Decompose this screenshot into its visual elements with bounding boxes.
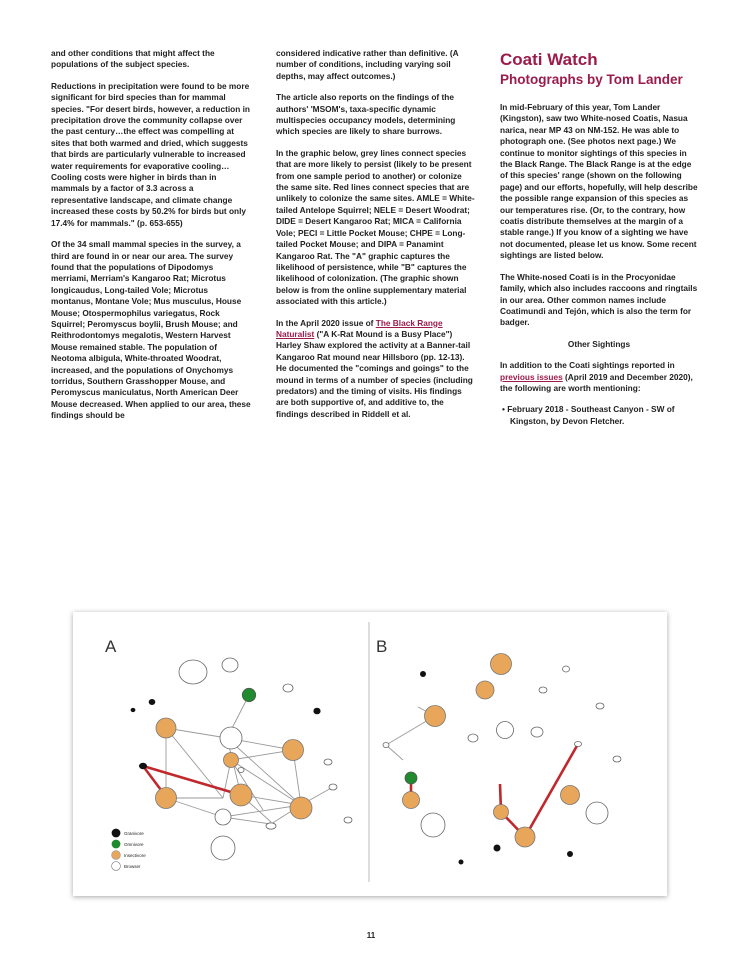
node-b-sigh: [531, 727, 543, 737]
col2-p4-post: ("A K-Rat Mound is a Busy Place") Harley Shaw explored the activity at a Banner-tail Kangaroo Rat mound near Hillsboro (pp. 12-13). He documented the "comings and goings" to the mound in terms of a number of species (including predators) and the timing of visits. His findings are both supportive of, and additive to, the findings described in Riddell et al.: [276, 328, 473, 419]
page-number: 11: [366, 931, 376, 940]
black-range-naturalist-link[interactable]: The Black Range Naturalist: [276, 317, 443, 339]
legend-omnivore-swatch: [112, 840, 121, 849]
node-a-sigh: [215, 809, 231, 825]
node-a-pefe: [222, 658, 238, 672]
node-a-spte: [329, 784, 337, 790]
node-b-peci: [596, 703, 604, 709]
node-a-peme: [224, 753, 239, 768]
node-a-amle: [266, 823, 276, 829]
legend: [112, 829, 147, 871]
other-sightings-heading: Other Sightings: [567, 338, 631, 349]
col1-paragraph-3: Of the 34 small mammal species in the survey, a third are found in or near our area. The survey found that the populations of Dipodomys merriami, Merriam's Kangaroo Rat; Microtus longicaudus, Long-tailed Vole; Microtus montanus, Montane Vole; Mus musculus, House Mouse; Otospermophilus variegatus, Rock Squirrel; Peromyscus boylii, Brush Mouse; and Reithrodontomys megalotis, Western Harvest Mouse remained stable. The population of Neotoma albigula, White-throated Woodrat, increased, and the populations of Onychomys torridus, Southern Grasshopper Mouse, and Peromyscus maniculatus, North American Deer Mouse decreased. When applied to our area, these findings should be: [51, 239, 251, 421]
node-a-pere: [230, 784, 252, 806]
node-b-ammo: [405, 772, 417, 784]
col3-paragraph-2: The White-nosed Coati is in the Procyonidae family, which also includes raccoons and ringtails in our area. Other common names include Coatimundi and Tejón, which is also the term for badger.: [500, 271, 698, 328]
col3-p3-post: (April 2019 and December 2020), the following are worth mentioning:: [500, 371, 693, 393]
legend-browser-label: Browser: [124, 864, 141, 869]
node-a-dide: [283, 684, 293, 692]
text-column-middle: [276, 48, 476, 430]
node-b-perh: [459, 860, 464, 865]
node-b-spte: [613, 756, 621, 762]
previous-issues-link[interactable]: previous issues: [500, 371, 563, 382]
col2-paragraph-3: In the graphic below, grey lines connect species that are more likely to persist (likely to be present from one sample period to another) or colonize the same site. Red lines connect species that are unlikely to colonize the same sites. AMLE = White-tailed Antelope Squirrel; NELE = Desert Woodrat; DIDE = Desert Kangaroo Rat; MICA = California Vole; PECI = Little Pocket Mouse; CHPE = Long-tailed Pocket Mouse; and DIPA = Panamint Kangaroo Rat. The "A" graphic captures the likelihood of persistence, while "B" captures the likelihood of colonization. (The graphic shown below is from the online supplementary material associated with this article.): [276, 147, 475, 307]
node-a-onto-2: [283, 740, 304, 761]
node-a-dipa: [313, 708, 320, 715]
panel-b-label: B: [376, 637, 388, 656]
sighting-bullet: • February 2018 - Southeast Canyon - SW of Kingston, by Devon Fletcher.: [502, 404, 675, 426]
node-b-dame: [494, 845, 501, 852]
node-a-dame: [139, 763, 147, 769]
node-b-tata: [563, 666, 570, 672]
node-b-chpe: [403, 792, 420, 809]
node-a-perh: [131, 708, 136, 712]
node-b-pemc: [491, 654, 512, 675]
col1-paragraph-2: Reductions in precipitation were found to be more significant for bird species than for mammal species. "For desert birds, however, a reduction in precipitation drove the community collapse over the past century…the effect was compelling at sites that both warmed and dried, which suggests that birds are particularly vulnerable to increased water requirements for evaporative cooling… Cooling costs were higher in birds than in mammals by a factor of 3.3 across a representative landscape, and climate change increased these costs by 50.2% for birds but only 17.4% for mammals." (p. 653-655): [51, 80, 250, 228]
col3-paragraph-1: In mid-February of this year, Tom Lander (Kingston), saw two White-nosed Coatis, Nasua narica, near MP 43 on NM-152. He was able to photograph one. (See photos next page.) We continue to monitor sightings of this species in the Black Range. The Black Range is at the edge of this species' range (shown on the following page) and our efforts, hopefully, will help describe the possible range expansion of this species as our temperatures rise. (Or, to the contrary, how coatis distribute themselves at the margin of a stable range.) If you know of a sighting we have not documented, please let us know. Some recent sightings are listed below.: [500, 102, 698, 261]
node-b-didp: [567, 851, 573, 857]
node-a-pemc: [156, 718, 176, 738]
node-a-ammo: [242, 688, 255, 701]
col1-paragraph-1: and other conditions that might affect the populations of the subject species.: [51, 48, 215, 70]
node-b-reme: [383, 743, 389, 748]
species-network-figure: [73, 612, 667, 896]
node-b-dide: [539, 687, 547, 693]
node-a-tata: [324, 759, 332, 765]
article-subtitle: Photographs by Tom Lander: [500, 72, 683, 87]
panel-b-nodes: [383, 654, 621, 865]
node-a-mica: [211, 836, 235, 860]
legend-omnivore-label: Omnivore: [124, 842, 144, 847]
node-a-neme: [220, 727, 242, 749]
article-title: Coati Watch: [500, 50, 598, 69]
node-b-pere: [425, 706, 446, 727]
legend-granivore-label: Granivore: [124, 831, 144, 836]
node-a-reme: [344, 817, 352, 823]
legend-browser-swatch: [112, 862, 121, 871]
legend-insectivore-label: Insectivore: [124, 853, 146, 858]
col2-paragraph-1: considered indicative rather than definitive. (A number of conditions, including varying soil depths, may affect outcomes.): [276, 48, 459, 81]
node-a-onto: [149, 699, 156, 705]
node-a-neal: [179, 660, 207, 684]
node-b-onto: [476, 681, 494, 699]
col2-p4-pre: In the April 2020 issue of: [276, 317, 376, 328]
node-a-chpe: [156, 788, 177, 809]
legend-granivore-swatch: [112, 829, 121, 838]
node-b-peer: [561, 786, 580, 805]
node-b-amle: [468, 734, 478, 742]
node-a-peci: [238, 768, 244, 773]
legend-insectivore-swatch: [112, 851, 121, 860]
node-b-dipa: [420, 671, 426, 677]
panel-a-nodes: [131, 658, 352, 860]
network-graphic: [73, 612, 667, 896]
col3-paragraph-3: [500, 360, 698, 394]
col2-paragraph-4: [276, 318, 476, 421]
node-a-peer: [290, 797, 312, 819]
text-column-left: [51, 48, 251, 432]
panel-a-label: A: [105, 637, 117, 656]
node-b-mica: [586, 802, 608, 824]
text-column-right: [500, 50, 698, 437]
node-b-pefe: [515, 827, 535, 847]
node-b-neal: [421, 813, 445, 837]
node-b-neme: [497, 722, 514, 739]
node-b-onto-2: [494, 805, 509, 820]
col2-paragraph-2: The article also reports on the findings of the authors' 'MSOM's, taxa-specific dynamic multispecies occupancy models, determining which species are likely to share burrows.: [276, 92, 456, 137]
node-b-nele: [575, 742, 582, 747]
col3-p3-pre: In addition to the Coati sightings reported in: [500, 360, 675, 371]
